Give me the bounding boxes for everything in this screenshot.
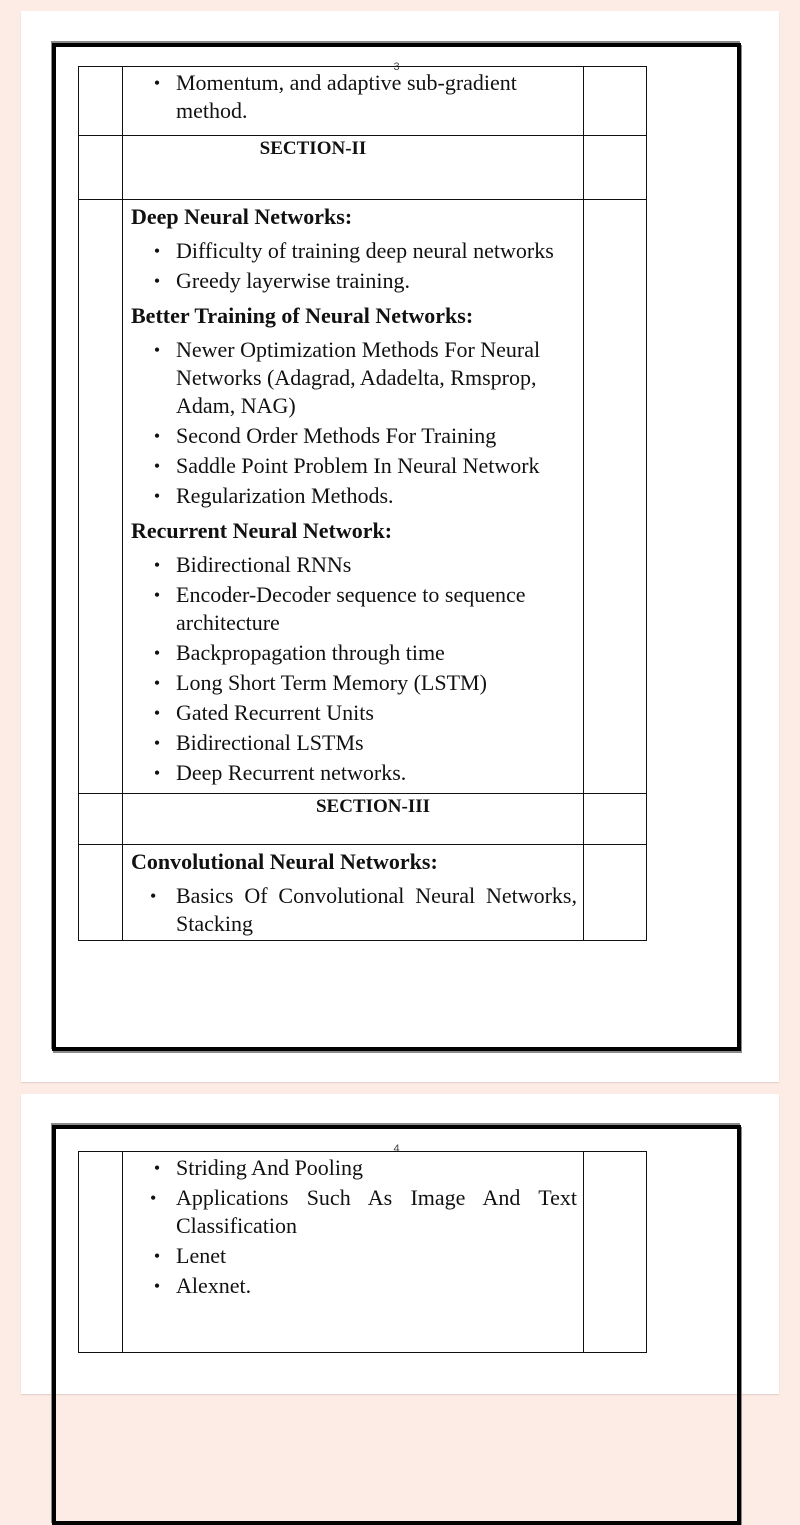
table-cell-empty xyxy=(584,200,647,794)
bullet-icon: • xyxy=(153,340,161,360)
list-item-text: Deep Recurrent networks. xyxy=(176,760,407,785)
table-cell-empty xyxy=(79,1152,123,1353)
bullet-icon: • xyxy=(150,1188,157,1208)
topic-heading: Deep Neural Networks: xyxy=(131,204,353,229)
list-item-text: Alexnet. xyxy=(176,1273,252,1298)
table-row xyxy=(79,67,647,136)
bullet-icon: • xyxy=(153,763,161,783)
syllabus-table xyxy=(78,1151,647,1353)
table-cell-content xyxy=(123,200,584,794)
list-item-text: Basics Of Convolutional Neural Networks, Stacking xyxy=(176,883,577,936)
bullet-icon: • xyxy=(153,585,161,605)
bullet-icon: • xyxy=(153,486,161,506)
list-item-text: Long Short Term Memory (LSTM) xyxy=(176,670,487,695)
table-row xyxy=(79,1152,647,1353)
bullet-list xyxy=(131,551,577,787)
table-cell-empty xyxy=(79,136,123,200)
table-cell-content xyxy=(123,1152,584,1353)
document-page-4 xyxy=(21,1094,779,1394)
bullet-icon: • xyxy=(153,73,161,93)
bullet-icon: • xyxy=(153,426,161,446)
list-item-text: Bidirectional RNNs xyxy=(176,552,352,577)
bullet-icon: • xyxy=(150,886,157,906)
list-item-text: Regularization Methods. xyxy=(176,483,394,508)
list-item-text: Newer Optimization Methods For Neural Networks (Adagrad, Adadelta, Rmsprop, Adam, NAG) xyxy=(176,337,541,418)
list-item xyxy=(153,669,577,697)
list-item xyxy=(153,1154,577,1182)
bullet-icon: • xyxy=(153,555,161,575)
topic-heading: Better Training of Neural Networks: xyxy=(131,303,474,328)
list-item-text: Saddle Point Problem In Neural Network xyxy=(176,453,540,478)
bullet-list xyxy=(131,882,577,938)
list-item-text: Bidirectional LSTMs xyxy=(176,730,364,755)
list-item-text: Momentum, and adaptive sub-gradient method. xyxy=(176,70,517,123)
table-cell-empty xyxy=(584,136,647,200)
table-cell-empty xyxy=(79,845,123,941)
list-item xyxy=(153,69,577,125)
bullet-list xyxy=(131,336,577,510)
list-item xyxy=(153,422,577,450)
topic-heading: Recurrent Neural Network: xyxy=(131,518,393,543)
table-cell-empty xyxy=(584,794,647,845)
table-row-section xyxy=(79,794,647,845)
section-title: SECTION-III xyxy=(123,794,584,845)
list-item xyxy=(153,1272,577,1300)
page-number: 3 xyxy=(393,61,400,73)
list-item xyxy=(150,1184,577,1240)
list-item xyxy=(153,267,577,295)
bullet-icon: • xyxy=(153,1246,161,1266)
table-cell-empty xyxy=(79,794,123,845)
list-item-text: Greedy layerwise training. xyxy=(176,268,410,293)
table-cell-empty xyxy=(584,67,647,136)
bullet-icon: • xyxy=(153,456,161,476)
list-item xyxy=(153,482,577,510)
list-item xyxy=(153,551,577,579)
syllabus-table xyxy=(78,66,647,941)
bullet-list xyxy=(131,1154,577,1300)
table-cell-content xyxy=(123,845,584,941)
list-item-text: Applications Such As Image And Text Classification xyxy=(176,1185,577,1238)
table-cell-empty xyxy=(584,845,647,941)
list-item xyxy=(153,729,577,757)
table-cell-empty xyxy=(79,200,123,794)
bullet-list xyxy=(131,237,577,295)
list-item-text: Encoder-Decoder sequence to sequence architecture xyxy=(176,582,526,635)
list-item xyxy=(153,452,577,480)
list-item-text: Difficulty of training deep neural networks xyxy=(176,238,554,263)
list-item-text: Second Order Methods For Training xyxy=(176,423,497,448)
list-item xyxy=(153,581,577,637)
table-row-section xyxy=(79,136,647,200)
list-item-text: Backpropagation through time xyxy=(176,640,445,665)
list-item xyxy=(153,759,577,787)
bullet-list xyxy=(131,69,577,125)
bullet-icon: • xyxy=(153,673,161,693)
list-item-text: Striding And Pooling xyxy=(176,1155,364,1180)
page-number: 4 xyxy=(393,1143,400,1155)
topic-heading: Convolutional Neural Networks: xyxy=(131,849,438,874)
bullet-icon: • xyxy=(153,1158,161,1178)
bullet-icon: • xyxy=(153,241,161,261)
list-item xyxy=(153,699,577,727)
list-item xyxy=(153,639,577,667)
section-title: SECTION-II xyxy=(123,136,584,200)
table-cell-empty xyxy=(79,67,123,136)
document-page-3 xyxy=(21,11,779,1082)
list-item xyxy=(153,1242,577,1270)
table-row xyxy=(79,845,647,941)
bullet-icon: • xyxy=(153,703,161,723)
table-cell-content xyxy=(123,67,584,136)
bullet-icon: • xyxy=(153,733,161,753)
list-item-text: Gated Recurrent Units xyxy=(176,700,374,725)
bullet-icon: • xyxy=(153,1276,161,1296)
list-item xyxy=(150,882,577,938)
list-item-text: Lenet xyxy=(176,1243,227,1268)
bullet-icon: • xyxy=(153,643,161,663)
list-item xyxy=(153,237,577,265)
table-cell-empty xyxy=(584,1152,647,1353)
list-item xyxy=(153,336,577,420)
table-row xyxy=(79,200,647,794)
bullet-icon: • xyxy=(153,271,161,291)
